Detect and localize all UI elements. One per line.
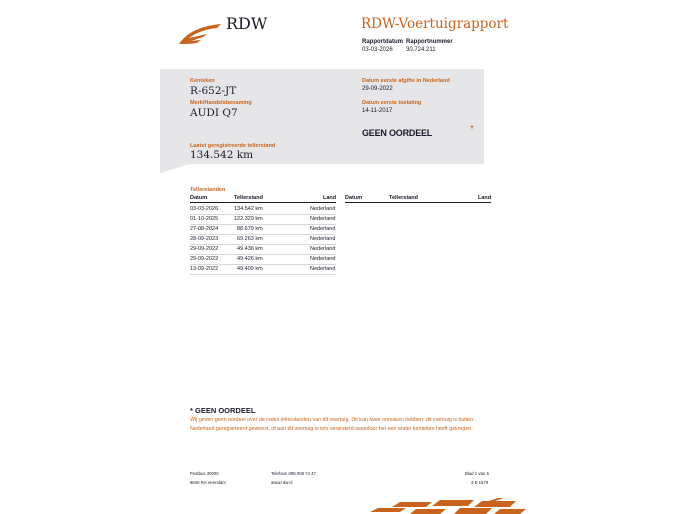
footer-code: 3 E 1679 xyxy=(471,480,489,485)
table-row-country: Nederland xyxy=(310,256,336,262)
row-divider xyxy=(190,214,336,215)
vehicle-panel-corner xyxy=(160,164,190,173)
col-header-date-right: Datum xyxy=(345,195,363,201)
report-date-label: Rapportdatum xyxy=(362,39,403,45)
brand-name: RDW xyxy=(226,14,268,33)
footnote-title: * GEEN OORDEEL xyxy=(190,406,256,415)
make-label: Merk/Handelsbenaming xyxy=(190,100,252,106)
table-row-date: 28-09-2023 xyxy=(190,236,219,242)
table-row-date: 13-09-2022 xyxy=(190,266,219,272)
col-header-reading-right: Tellerstand xyxy=(389,195,418,201)
table-row-country: Nederland xyxy=(310,206,336,212)
table-row-country: Nederland xyxy=(310,226,336,232)
col-header-reading: Tellerstand xyxy=(234,195,263,201)
table-row-reading: 134.542 km xyxy=(234,206,263,212)
header-rule xyxy=(190,202,336,203)
row-divider xyxy=(190,224,336,225)
row-divider xyxy=(190,244,336,245)
table-row-reading: 49.426 km xyxy=(237,256,263,262)
verdict: GEEN OORDEEL xyxy=(362,128,433,138)
table-row-reading: 49.436 km xyxy=(237,246,263,252)
table-row-reading: 88.679 km xyxy=(237,226,263,232)
table-row-date: 29-09-2022 xyxy=(190,256,219,262)
footer-postbus: Postbus 30000 xyxy=(190,471,219,476)
col-header-country-right: Land xyxy=(478,195,492,201)
header-rule-right xyxy=(345,202,491,203)
table-row-country: Nederland xyxy=(310,266,336,272)
row-divider xyxy=(190,274,336,275)
last-odometer-value: 134.542 km xyxy=(190,149,254,161)
table-row-reading: 69.263 km xyxy=(237,236,263,242)
first-admission-nl-value: 29-09-2022 xyxy=(362,86,393,92)
table-row-date: 01-10-2025 xyxy=(190,216,219,222)
report-title: RDW-Voertuigrapport xyxy=(361,16,509,32)
table-row-reading: 49.409 km xyxy=(237,266,263,272)
make-value: AUDI Q7 xyxy=(190,107,238,119)
report-number: 30.724.211 xyxy=(406,47,436,53)
last-odometer-label: Laatst geregistreerde tellerstand xyxy=(190,143,276,149)
odometer-table-title: Tellerstanden xyxy=(190,187,226,193)
col-header-date: Datum xyxy=(190,195,208,201)
table-row-date: 29-09-2022 xyxy=(190,246,219,252)
row-divider xyxy=(190,234,336,235)
decorative-stripes-icon xyxy=(370,498,526,514)
footer-page-number: Blad 1 van 5 xyxy=(465,471,489,476)
rdw-logo-icon xyxy=(177,22,223,46)
table-row-reading: 122.329 km xyxy=(234,216,263,222)
table-row-date: 27-08-2024 xyxy=(190,226,219,232)
first-admission-value: 14-11-2017 xyxy=(362,108,393,114)
table-row-country: Nederland xyxy=(310,246,336,252)
table-row-country: Nederland xyxy=(310,236,336,242)
verdict-asterisk: * xyxy=(470,124,474,135)
row-divider xyxy=(190,264,336,265)
row-divider xyxy=(190,254,336,255)
report-number-label: Rapportnummer xyxy=(406,39,453,45)
col-header-country: Land xyxy=(323,195,337,201)
first-admission-nl-label: Datum eerste afgifte in Nederland xyxy=(362,78,450,84)
report-date: 03-03-2026 xyxy=(362,47,393,53)
table-row-date: 03-03-2026 xyxy=(190,206,219,212)
footer-city: 9640 RA Veendam xyxy=(190,480,226,485)
first-admission-label: Datum eerste toelating xyxy=(362,100,422,106)
plate-value: R-652-JT xyxy=(190,85,237,97)
plate-label: Kenteken xyxy=(190,78,215,84)
footer-phone: Telefoon 088 008 74 47 xyxy=(271,471,316,476)
footer-website-link[interactable]: www.rdw.nl xyxy=(271,480,293,485)
footnote-text: Wij geven geen oordeel over de reeks tellerstanden van dit voertuig. Dit kan twee oorzaken hebben: dit voertuig is buiten Nederland geregistreerd geweest, of aan dit voertuig is iets veranderd waardoor het een ander kenteken heeft gekregen. xyxy=(190,417,473,432)
table-row-country: Nederland xyxy=(310,216,336,222)
